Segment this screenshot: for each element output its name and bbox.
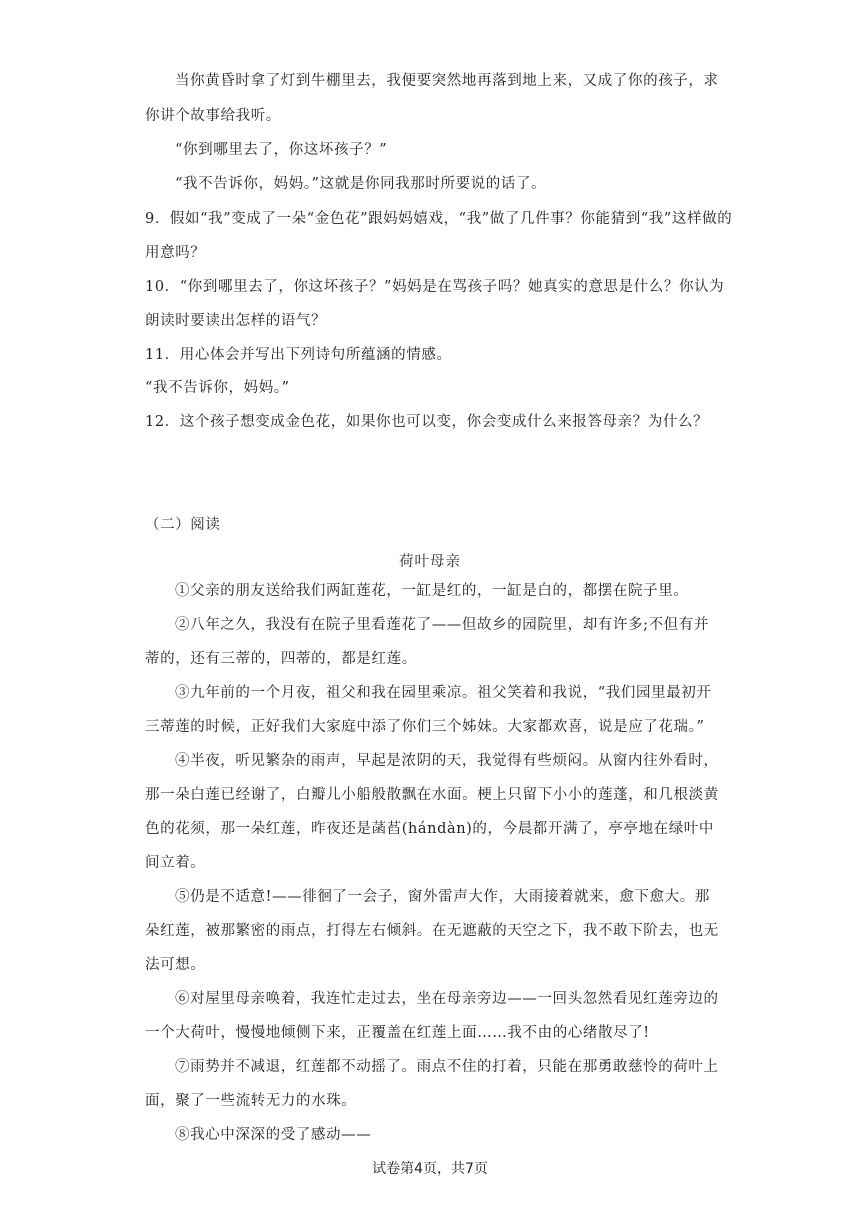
passage-paragraph: ⑦雨势并不减退，红莲都不动摇了。雨点不住的打着，只能在那勇敢慈怜的荷叶上: [175, 1059, 719, 1075]
section-heading: （二）阅读: [145, 517, 221, 533]
passage-paragraph-line: 法可想。: [145, 957, 206, 973]
passage-paragraph-line: 蒂的，还有三蒂的，四蒂的，都是红莲。: [145, 651, 417, 667]
poem-paragraph-line: 你讲个故事给我听。: [145, 108, 281, 124]
passage-paragraph: ③九年前的一个月夜，祖父和我在园里乘凉。祖父笑着和我说，“我们园里最初开: [175, 685, 712, 701]
poem-paragraph-line: 当你黄昏时拿了灯到牛棚里去，我便要突然地再落到地上来，又成了你的孩子，求: [175, 73, 719, 89]
question-10: 10．“你到哪里去了，你这坏孩子？”妈妈是在骂孩子吗？她真实的意思是什么？你认为: [145, 279, 725, 295]
passage-paragraph: ⑤仍是不适意!——徘徊了一会子，窗外雷声大作，大雨接着就来，愈下愈大。那: [175, 889, 710, 905]
page-footer: 试卷第4页，共7页: [372, 1161, 488, 1177]
passage-paragraph-line: 一个大荷叶，慢慢地倾侧下来，正覆盖在红莲上面……我不由的心绪散尽了!: [145, 1025, 650, 1041]
passage-paragraph-line: 面，聚了一些流转无力的水珠。: [145, 1093, 357, 1109]
passage-paragraph: ⑥对屋里母亲唤着，我连忙走过去，坐在母亲旁边——一回头忽然看见红莲旁边的: [175, 991, 719, 1007]
passage-paragraph: ②八年之久，我没有在院子里看莲花了——但故乡的园院里，却有许多;不但有并: [175, 617, 709, 633]
passage-paragraph-line: 朵红莲，被那繁密的雨点，打得左右倾斜。在无遮蔽的天空之下，我不敢下阶去，也无: [145, 923, 719, 939]
question-11: 11．用心体会并写出下列诗句所蕴涵的情感。: [145, 347, 452, 363]
poem-paragraph: “你到哪里去了，你这坏孩子？”: [175, 142, 388, 158]
question-10-cont: 朗读时要读出怎样的语气？: [145, 313, 327, 329]
passage-paragraph-line: 间立着。: [145, 855, 206, 871]
passage-title: 荷叶母亲: [399, 554, 461, 570]
question-11-quote: “我不告诉你，妈妈。”: [145, 380, 290, 396]
question-9: 9．假如“我”变成了一朵“金色花”跟妈妈嬉戏，“我”做了几件事？你能猜到“我”这样做的: [145, 211, 733, 227]
poem-paragraph: “我不告诉你，妈妈。”这就是你同我那时所要说的话了。: [175, 176, 547, 192]
passage-paragraph: ①父亲的朋友送给我们两缸莲花，一缸是红的，一缸是白的，都摆在院子里。: [175, 583, 689, 599]
passage-paragraph-line: 色的花须，那一朵红莲，昨夜还是菡萏(hándàn)的，今晨都开满了，亭亭地在绿叶中: [145, 821, 714, 837]
passage-paragraph-line: 那一朵白莲已经谢了，白瓣儿小船般散飘在水面。梗上只留下小小的莲蓬，和几根淡黄: [145, 787, 719, 803]
question-9-cont: 用意吗？: [145, 245, 206, 261]
passage-paragraph: ④半夜，听见繁杂的雨声，早起是浓阴的天，我觉得有些烦闷。从窗内往外看时，: [175, 753, 719, 769]
passage-paragraph: ⑧我心中深深的受了感动——: [175, 1127, 372, 1143]
question-12: 12．这个孩子想变成金色花，如果你也可以变，你会变成什么来报答母亲？为什么？: [145, 414, 709, 430]
passage-paragraph-line: 三蒂莲的时候，正好我们大家庭中添了你们三个姊妹。大家都欢喜，说是应了花瑞。”: [145, 719, 705, 735]
